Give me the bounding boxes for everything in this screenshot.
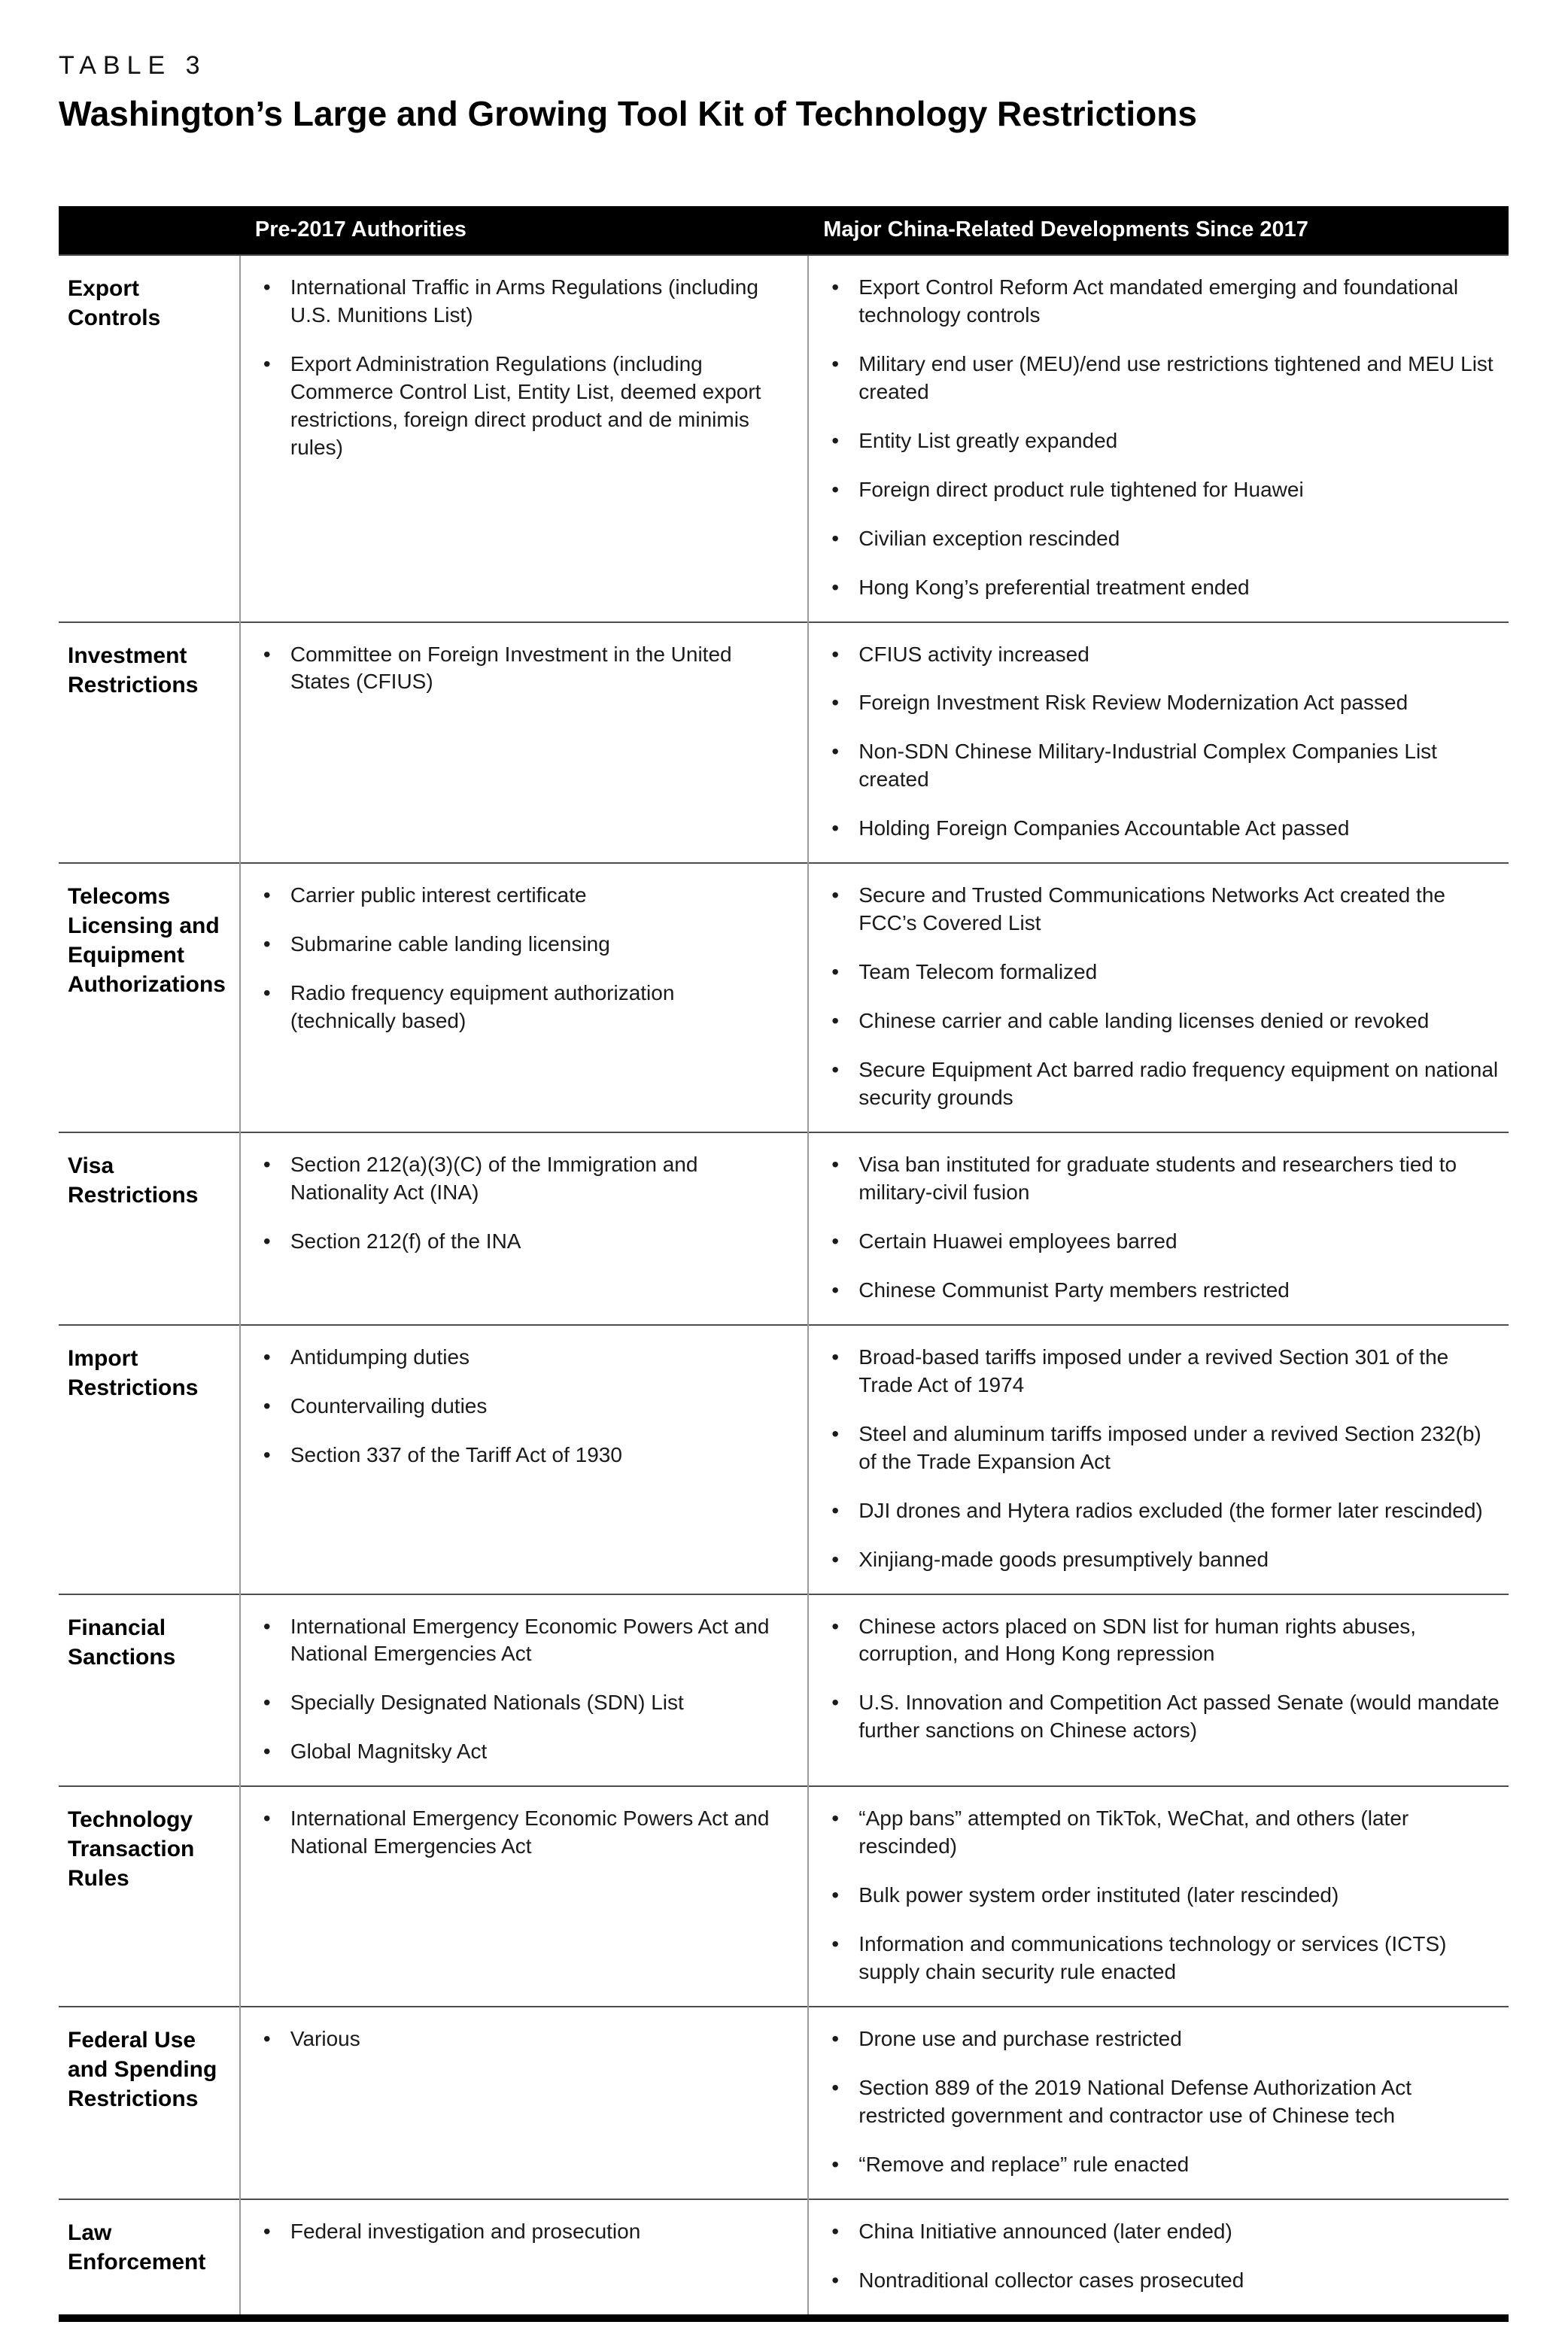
- pre2017-bullet-list: [256, 1344, 779, 1469]
- table-row: [59, 255, 1509, 622]
- bullet-item: • Non-SDN Chinese Military-Industrial Complex Companies List created: [824, 738, 1501, 794]
- bullet-item: • Section 212(f) of the INA: [256, 1228, 779, 1256]
- bullet-item: • Holding Foreign Companies Accountable Act passed: [824, 815, 1501, 843]
- bullet-item: • International Emergency Economic Powers Act and National Emergencies Act: [256, 1805, 779, 1861]
- bullet-item: • Information and communications technology or services (ICTS) supply chain security rule enacted: [824, 1931, 1501, 1986]
- since2017-cell: [808, 2007, 1509, 2199]
- row-category-label: Technology Transaction Rules: [59, 1786, 240, 2007]
- since2017-cell: [808, 863, 1509, 1132]
- bullet-item: • Countervailing duties: [256, 1393, 779, 1421]
- bullet-item: • Steel and aluminum tariffs imposed under a revived Section 232(b) of the Trade Expansion Act: [824, 1421, 1501, 1476]
- bullet-item: • Drone use and purchase restricted: [824, 2025, 1501, 2053]
- bullet-item: • Chinese carrier and cable landing licenses denied or revoked: [824, 1007, 1501, 1035]
- table-body: [59, 255, 1509, 2318]
- bullet-item: • Export Control Reform Act mandated emerging and foundational technology controls: [824, 274, 1501, 330]
- table-row: [59, 1594, 1509, 1787]
- bullet-item: • Section 337 of the Tariff Act of 1930: [256, 1442, 779, 1469]
- pre2017-bullet-list: [256, 641, 779, 697]
- page-title: Washington’s Large and Growing Tool Kit of Technology Restrictions: [59, 94, 1197, 133]
- since2017-bullet-list: [824, 2025, 1501, 2179]
- bullet-item: • Export Administration Regulations (including Commerce Control List, Entity List, deemed export restrictions, foreign direct product and de minimis rules): [256, 351, 779, 462]
- pre2017-cell: [240, 1786, 808, 2007]
- row-category-label: Telecoms Licensing and Equipment Authorizations: [59, 863, 240, 1132]
- bullet-item: • Entity List greatly expanded: [824, 427, 1501, 455]
- bullet-item: • Visa ban instituted for graduate students and researchers tied to military-civil fusion: [824, 1151, 1501, 1207]
- pre2017-cell: [240, 1594, 808, 1787]
- pre2017-cell: [240, 2199, 808, 2318]
- table-header: [59, 206, 1509, 255]
- pre2017-bullet-list: [256, 882, 779, 1035]
- bullet-item: • Chinese actors placed on SDN list for human rights abuses, corruption, and Hong Kong repression: [824, 1613, 1501, 1669]
- row-category-label: Law Enforcement: [59, 2199, 240, 2318]
- table-number-label: TABLE 3: [59, 51, 207, 80]
- restrictions-table: [59, 206, 1509, 2322]
- bullet-item: • Carrier public interest certificate: [256, 882, 779, 910]
- pre2017-bullet-list: [256, 2025, 779, 2053]
- bullet-item: • Chinese Communist Party members restricted: [824, 1277, 1501, 1305]
- since2017-bullet-list: [824, 274, 1501, 602]
- bullet-item: • Nontraditional collector cases prosecuted: [824, 2267, 1501, 2295]
- since2017-bullet-list: [824, 1805, 1501, 1986]
- bullet-item: • “Remove and replace” rule enacted: [824, 2151, 1501, 2179]
- header-row: [59, 206, 1509, 255]
- bullet-item: • Specially Designated Nationals (SDN) List: [256, 1689, 779, 1717]
- column-header-since2017: Major China-Related Developments Since 2017: [808, 206, 1509, 255]
- bullet-item: • Secure Equipment Act barred radio frequency equipment on national security grounds: [824, 1056, 1501, 1112]
- pre2017-bullet-list: [256, 274, 779, 462]
- pre2017-cell: [240, 255, 808, 622]
- pre2017-bullet-list: [256, 1613, 779, 1767]
- table-row: [59, 1786, 1509, 2007]
- table-row: [59, 863, 1509, 1132]
- bullet-item: • Global Magnitsky Act: [256, 1738, 779, 1766]
- bullet-item: • International Traffic in Arms Regulations (including U.S. Munitions List): [256, 274, 779, 330]
- since2017-cell: [808, 2199, 1509, 2318]
- bullet-item: • Certain Huawei employees barred: [824, 1228, 1501, 1256]
- bullet-item: • Secure and Trusted Communications Networks Act created the FCC’s Covered List: [824, 882, 1501, 937]
- bullet-item: • DJI drones and Hytera radios excluded (the former later rescinded): [824, 1497, 1501, 1525]
- pre2017-bullet-list: [256, 1805, 779, 1861]
- bullet-item: • Military end user (MEU)/end use restrictions tightened and MEU List created: [824, 351, 1501, 406]
- since2017-cell: [808, 1594, 1509, 1787]
- bullet-item: • Hong Kong’s preferential treatment ended: [824, 574, 1501, 602]
- since2017-bullet-list: [824, 1344, 1501, 1574]
- pre2017-cell: [240, 863, 808, 1132]
- since2017-bullet-list: [824, 2218, 1501, 2295]
- since2017-cell: [808, 1132, 1509, 1325]
- since2017-cell: [808, 622, 1509, 864]
- pre2017-cell: [240, 2007, 808, 2199]
- bullet-item: • U.S. Innovation and Competition Act passed Senate (would mandate further sanctions on Chinese actors): [824, 1689, 1501, 1745]
- bullet-item: • Xinjiang-made goods presumptively banned: [824, 1546, 1501, 1574]
- bullet-item: • Bulk power system order instituted (later rescinded): [824, 1882, 1501, 1910]
- since2017-cell: [808, 255, 1509, 622]
- row-category-label: Import Restrictions: [59, 1325, 240, 1594]
- bullet-item: • China Initiative announced (later ended): [824, 2218, 1501, 2246]
- bullet-item: • Team Telecom formalized: [824, 959, 1501, 986]
- bullet-item: • Section 889 of the 2019 National Defense Authorization Act restricted government and contractor use of Chinese tech: [824, 2074, 1501, 2130]
- row-category-label: Financial Sanctions: [59, 1594, 240, 1787]
- pre2017-cell: [240, 1325, 808, 1594]
- bullet-item: • CFIUS activity increased: [824, 641, 1501, 669]
- table-row: [59, 1325, 1509, 1594]
- since2017-bullet-list: [824, 882, 1501, 1112]
- row-category-label: Investment Restrictions: [59, 622, 240, 864]
- bullet-item: • Broad-based tariffs imposed under a revived Section 301 of the Trade Act of 1974: [824, 1344, 1501, 1399]
- bullet-item: • Antidumping duties: [256, 1344, 779, 1372]
- bullet-item: • Various: [256, 2025, 779, 2053]
- bullet-item: • Submarine cable landing licensing: [256, 931, 779, 959]
- pre2017-bullet-list: [256, 1151, 779, 1256]
- pre2017-cell: [240, 1132, 808, 1325]
- bullet-item: • Federal investigation and prosecution: [256, 2218, 779, 2246]
- pre2017-bullet-list: [256, 2218, 779, 2246]
- since2017-bullet-list: [824, 641, 1501, 843]
- since2017-cell: [808, 1786, 1509, 2007]
- bullet-item: • Foreign direct product rule tightened for Huawei: [824, 476, 1501, 504]
- since2017-bullet-list: [824, 1613, 1501, 1746]
- row-category-label: Federal Use and Spending Restrictions: [59, 2007, 240, 2199]
- bullet-item: • Foreign Investment Risk Review Modernization Act passed: [824, 689, 1501, 717]
- row-category-label: Visa Restrictions: [59, 1132, 240, 1325]
- table-row: [59, 2199, 1509, 2318]
- column-header-category: [59, 206, 240, 255]
- table-row: [59, 622, 1509, 864]
- bullet-item: • Committee on Foreign Investment in the United States (CFIUS): [256, 641, 779, 697]
- bullet-item: • “App bans” attempted on TikTok, WeChat, and others (later rescinded): [824, 1805, 1501, 1861]
- bullet-item: • Civilian exception rescinded: [824, 525, 1501, 553]
- column-header-pre2017: Pre-2017 Authorities: [240, 206, 808, 255]
- pre2017-cell: [240, 622, 808, 864]
- since2017-cell: [808, 1325, 1509, 1594]
- bullet-item: • Radio frequency equipment authorization (technically based): [256, 980, 779, 1035]
- row-category-label: Export Controls: [59, 255, 240, 622]
- table-row: [59, 1132, 1509, 1325]
- bullet-item: • International Emergency Economic Powers Act and National Emergencies Act: [256, 1613, 779, 1669]
- table-row: [59, 2007, 1509, 2199]
- bullet-item: • Section 212(a)(3)(C) of the Immigration and Nationality Act (INA): [256, 1151, 779, 1207]
- since2017-bullet-list: [824, 1151, 1501, 1305]
